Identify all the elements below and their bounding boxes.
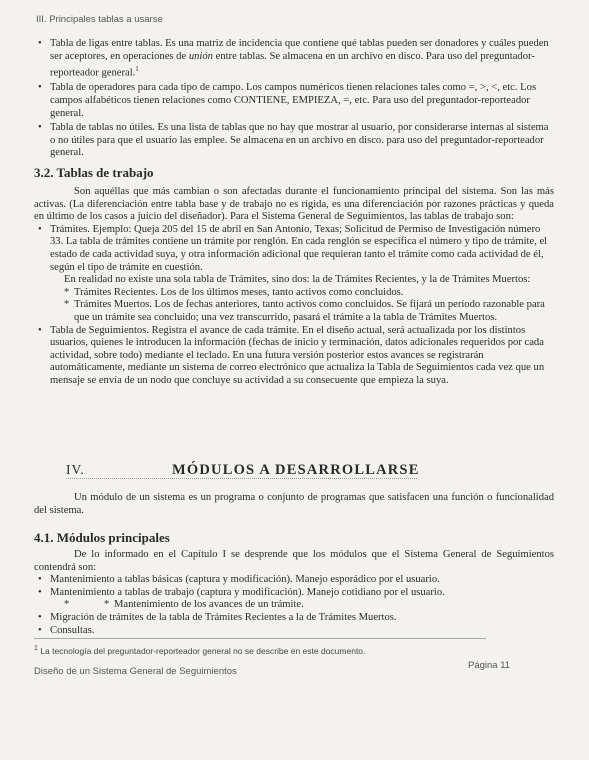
running-header: III. Principales tablas a usarse xyxy=(36,14,163,25)
chapter-intro xyxy=(34,492,554,517)
footnote-text: La tecnología del preguntador-reporteador general no se describe en este documento. xyxy=(40,645,366,656)
section-heading: 4.1. Módulos principales xyxy=(34,530,170,545)
list-item: • Mantenimiento a tablas básicas (captura y modificación). Manejo esporádico por el usuario. xyxy=(34,574,554,587)
chapter-title: MÓDULOS A DESARROLLARSE xyxy=(172,462,420,478)
paragraph: Un módulo de un sistema es un programa o conjunto de programas que satisfacen una función o funcionalidad del sistema. xyxy=(34,492,554,516)
chapter-number: IV. xyxy=(66,462,85,477)
list-item: • Migración de trámites de la tabla de Trámites Recientes a la de Trámites Muertos. xyxy=(34,612,554,625)
chapter-heading xyxy=(0,462,589,482)
list-item: • Consultas. xyxy=(34,625,554,638)
list-item-text: Tabla de tablas no útiles. Es una lista de tablas que no hay que mostrar al usuario, por considerarse internas al sistema o no útiles para que el usuario las emplee. Se almacena en un archivo en disco. para uso del preguntador-reporteador general. xyxy=(50,122,549,159)
section-heading: 3.2. Tablas de trabajo xyxy=(34,165,154,180)
star-marker: * * xyxy=(104,599,110,611)
list-item-text: entre tablas. Se almacena en un archivo en disco. Para uso del preguntador-reporteador general. xyxy=(50,50,535,79)
list-item xyxy=(34,82,554,120)
footnote xyxy=(34,645,534,656)
list-item-text: Trámites. Ejemplo: Queja 205 del 15 de abril en San Antonio, Texas; Solicitud de Permiso de Investigación número 33. La tabla de trámites contiene un trámite por renglón. En cada renglón se especifica el número y tipo de trámite, el estado de cada actividad suya, y otra información adicional que requieran tanto el trámite como cada actividad de él, según el tipo de trámite en cuestión. xyxy=(50,223,548,273)
list-item xyxy=(34,224,554,274)
page-footer-title: Diseño de un Sistema General de Seguimientos xyxy=(34,666,237,677)
list-item xyxy=(34,122,554,160)
list-item-text: Tabla de operadores para cada tipo de campo. Los campos numéricos tienen relaciones tales como =, >, <, etc. Los campos alfabéticos tienen relaciones como CONTIENE, EMPIEZA, =, etc. Para uso del preguntador-reporteador general. xyxy=(50,82,537,119)
list-item xyxy=(34,325,554,388)
sub-list-item: * Trámites Muertos. Los de fechas anteriores, tanto activos como concluidos. Se fijará un período razonable para que un trámite sea concluido; una vez transcurrido, pasará el trámite a la tabla de Trámites Muertos. xyxy=(34,299,554,324)
section-body xyxy=(34,549,554,637)
page-number: Página 11 xyxy=(468,660,511,671)
emphasis-text: unión xyxy=(188,50,213,62)
list-item xyxy=(34,38,554,80)
sub-list-item xyxy=(34,599,554,612)
footnote-divider xyxy=(34,638,486,639)
footnote-marker: 1 xyxy=(135,65,139,74)
list-item: • Mantenimiento a tablas de trabajo (captura y modificación). Manejo cotidiano por el usuario. xyxy=(34,587,554,600)
list-item-text: Mantenimiento de los avances de un trámite. xyxy=(114,599,304,611)
list-item-text: Tabla de Seguimientos. Registra el avance de cada trámite. En el diseño actual, será actualizada por los distintos usuarios, quienes le introducen la información (fechas de inicio y terminación, datos adicionales requeridos por cada actividad, sobre todo) mediante el teclado. En una futura versión posterior estos avances se registrarán automáticamente, mediante un sistema de correo electrónico que actualiza la Tabla de Seguimientos cada vez que un mensaje se envía de un nodo que concluye su actividad a su consecuente que empieza la suya. xyxy=(50,324,545,386)
divider xyxy=(66,478,417,479)
paragraph: En realidad no existe una sola tabla de Trámites, sino dos: la de Trámites Recientes, y la de Trámites Muertos: xyxy=(64,274,531,286)
footnote-marker: 1 xyxy=(34,645,38,652)
list-item-text: Tabla de ligas entre tablas. Es una matriz de incidencia que contiene qué tablas pueden ser donadores y cuáles pueden ser aceptores, en operaciones de xyxy=(50,38,549,62)
sub-list-item: * Trámites Recientes. Los de los últimos meses, tanto activos como concluidos. xyxy=(34,287,554,300)
top-bullet-list xyxy=(34,38,554,160)
section-body xyxy=(34,186,554,388)
paragraph: Son aquéllas que más cambian o son afectadas durante el funcionamiento principal del sistema. Son las más activas. (La diferenciación entre tabla base y de trabajo no es rígida, es una diferenciación por razones prácticas y queda en último de los casos a juicio del diseñador). Para el Sistema General de Seguimientos, las tablas de trabajo son: xyxy=(34,186,554,223)
paragraph: De lo informado en el Capítulo I se desprende que los módulos que el Sistema General de Seguimientos contendrá son: xyxy=(34,549,554,573)
